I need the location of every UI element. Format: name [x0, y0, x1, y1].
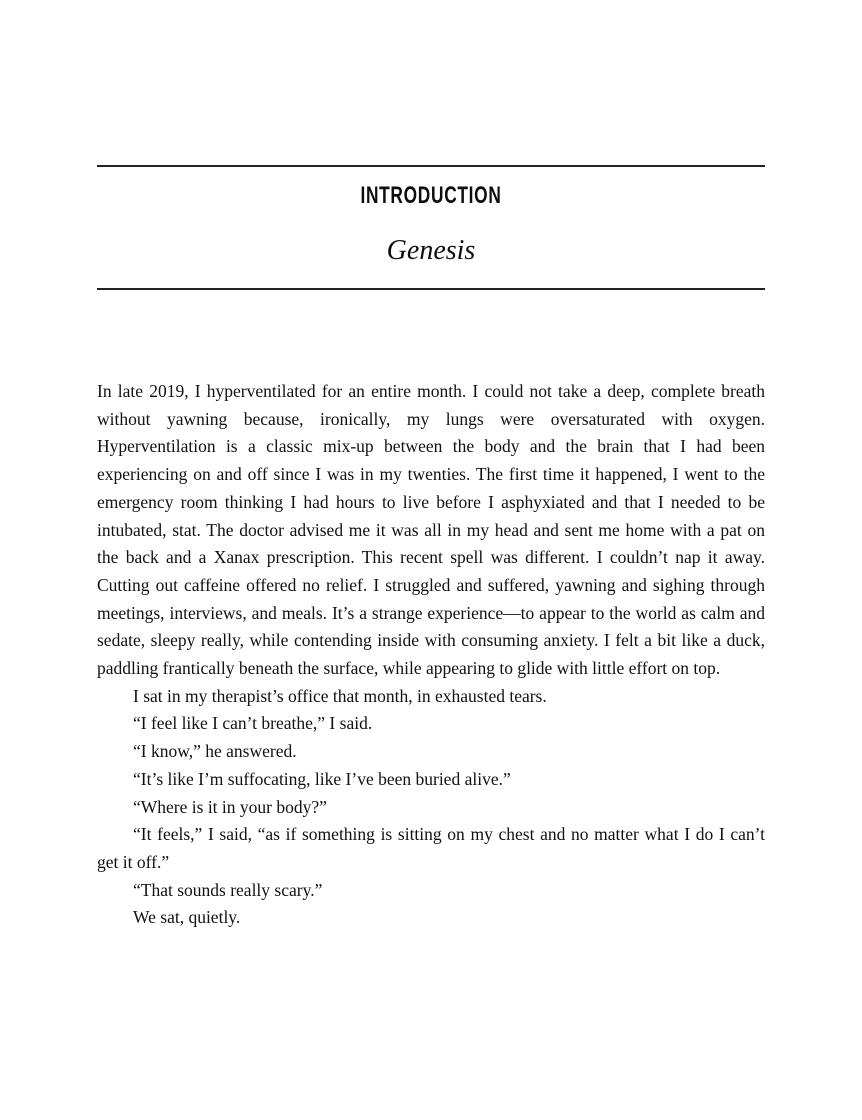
page-content: [0, 165, 862, 932]
body-text: [97, 378, 765, 932]
paragraph: “I feel like I can’t breathe,” I said.: [133, 713, 373, 734]
paragraph: We sat, quietly.: [133, 907, 241, 928]
paragraph: “It’s like I’m suffocating, like I’ve been buried alive.”: [133, 768, 511, 789]
chapter-header: [97, 165, 765, 290]
paragraph: “That sounds really scary.”: [133, 879, 323, 900]
chapter-title: Genesis: [386, 235, 476, 266]
paragraph: I sat in my therapist’s office that month, in exhausted tears.: [133, 685, 547, 706]
paragraph: “I know,” he answered.: [133, 741, 297, 762]
chapter-kicker-text: INTRODUCTION: [360, 182, 502, 209]
chapter-kicker: [97, 181, 765, 211]
paragraph: “Where is it in your body?”: [133, 796, 327, 817]
paragraph: “It feels,” I said, “as if something is sitting on my chest and no matter what I do I can’t get it off.”: [97, 824, 765, 872]
paragraph: In late 2019, I hyperventilated for an entire month. I could not take a deep, complete breath without yawning because, ironically, my lungs were oversaturated with oxygen. Hyperventilation is a classic mix-up between the body and the brain that I had been experiencing on and off since I was in my twenties. The first time it happened, I went to the emergency room thinking I had hours to live before I asphyxiated and that I needed to be intubated, stat. The doctor advised me it was all in my head and sent me home with a pat on the back and a Xanax prescription. This recent spell was different. I couldn’t nap it away. Cutting out caffeine offered no relief. I struggled and suffered, yawning and sighing through meetings, interviews, and meals. It’s a strange experience—to appear to the world as calm and sedate, sleepy really, while contending inside with consuming anxiety. I felt a bit like a duck, paddling frantically beneath the surface, while appearing to glide with little effort on top.: [97, 381, 765, 679]
